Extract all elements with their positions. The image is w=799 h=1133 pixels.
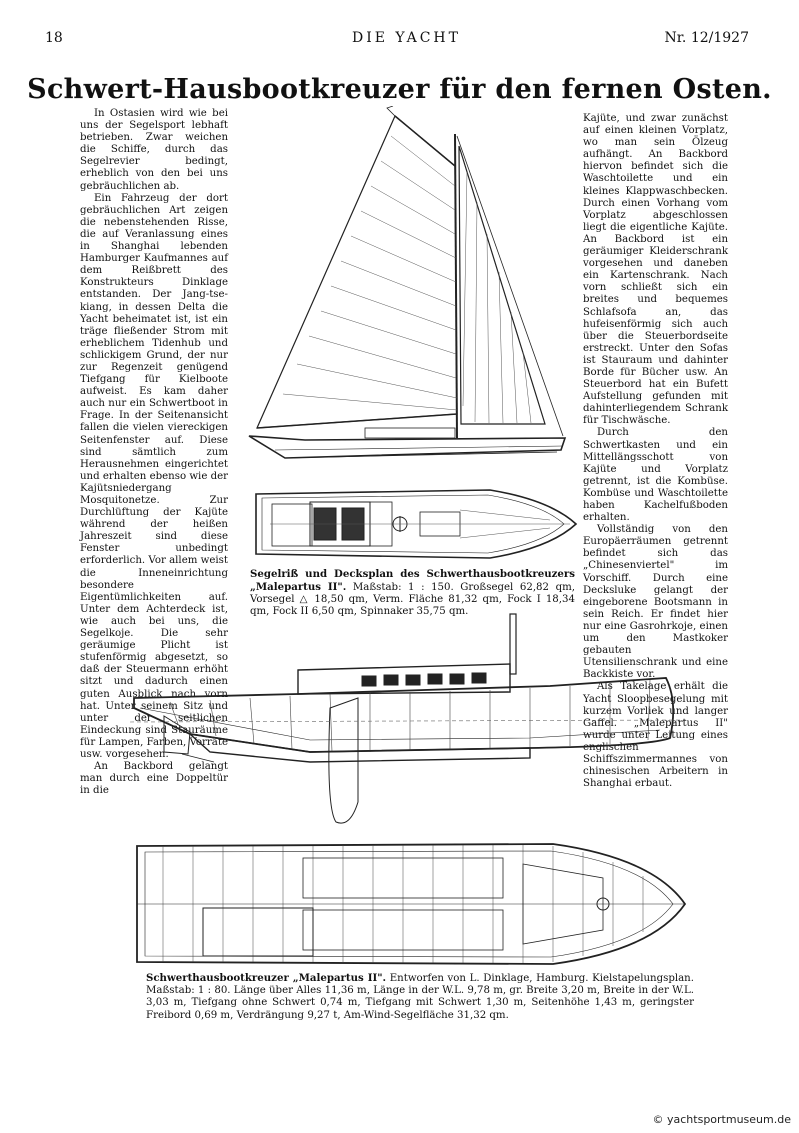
watermark: © yachtsportmuseum.de [652,1113,791,1126]
magazine-title: DIE YACHT [352,30,461,46]
hull-caption-bold: Schwerthausbootkreuzer „Malepartus II". [146,972,387,984]
page-number: 18 [45,30,63,46]
issue-number: Nr. 12/1927 [664,30,749,46]
sail-plan-caption-text: Maßstab: 1 : 150. Großsegel 62,82 qm, Vorsegel △ 18,50 qm, Verm. Fläche 81,32 qm, Fock I 18,34 qm, Fock II 6,50 qm, Spinnaker 35,75 qm. [250,582,575,617]
hull-caption [146,972,694,1022]
sail-plan-caption [250,568,575,618]
page-header [0,30,799,50]
hull-caption-text: Entworfen von L. Dinklage, Hamburg. Kielstapelungsplan. Maßstab: 1 : 80. Länge über Alles 11,36 m, Länge in der W.L. 9,78 m, gr. Breite 3,20 m, Breite in der W.L. 3,03 m, Tiefgang ohne Schwert 0,74 m, Tiefgang mit Schwert 1,30 m, Seitenhöhe 1,43 m, geringster Freibord 0,69 m, Verdrängung 9,27 t, Am-Wind-Segelfläche 31,32 qm. [146,973,694,1021]
sail-plan-caption-bold: Segelriß und Decksplan des Schwerthausbootkreuzers „Malepartus II". [250,568,575,593]
hull-profile-drawing [130,612,690,830]
deck-plan-drawing [250,480,580,568]
right-paragraph-2: Durch den Schwertkasten und ein Mittellängsschott von Kajüte und Vorplatz getrennt, ist die Kombüse. Kombüse und Waschtoilette haben Kachelfußboden erhalten. [583,427,728,524]
article-title: Schwert-Hausbootkreuzer für den fernen Osten. [27,74,772,105]
left-paragraph-3: An Backbord gelangt man durch eine Doppeltür in die [80,761,228,797]
left-paragraph-2: Ein Fahrzeug der dort gebräuchlichen Art zeigen die nebenstehenden Risse, die auf Veranlassung eines in Shanghai lebenden Hamburger Kaufmannes auf dem Reißbrett des Konstrukteurs Dinklage entstanden. Der Jang-tse-kiang, in dessen Delta die Yacht beheimatet ist, ist ein träge fließender Strom mit erheblichem Tidenhub und schlickigem Grund, der nur zur Regenzeit genügend Tiefgang für Kielboote aufweist. Es kam daher auch nur ein Schwertboot in Frage. In der Seitenansicht fallen die vielen viereckigen Seitenfenster auf. Diese sind sämtlich zum Herausnehmen eingerichtet und erhalten ebenso wie der Kajütsniedergang Mosquitonetze. Zur Durchlüftung der Kajüte während der heißen Jahreszeit sind diese Fenster unbedingt erforderlich. Vor allem weist die Inneneinrichtung besondere Eigentümlichkeiten auf. Unter dem Achterdeck ist, wie auch bei uns, die Segelkoje. Die sehr geräumige Plicht ist stufenförmig abgesetzt, so daß der Steuermann erhöht sitzt und dadurch einen guten Ausblick nach vorn hat. Unter seinem Sitz und unter der seitlichen Eindeckung sind Stauräume für Lampen, Farben, Vorräte usw. vorgesehen. [80,192,229,760]
right-paragraph-3: Vollständig von den Europäerräumen getrennt befindet sich das „Chinesenviertel" im Vorschiff. Durch eine Decksluke gelangt der eingeborene Bootsmann in sein Reich. Er findet hier nur eine Gasrohrkoje, einen um den Mastkoker gebauten Utensilienschrank und eine Backkiste vor. [583,524,728,681]
right-paragraph-4: Als Takelage erhält die Yacht Sloopbesegelung mit kurzem Vorliek und langer Gaffel. „Malepartus II" wurde unter Leitung eines englischen Schiffszimmermannes von chinesischen Arbeitern in Shanghai erbaut. [583,681,728,790]
hull-plan-drawing [133,838,689,973]
right-paragraph-1: Kajüte, und zwar zunächst auf einen kleinen Vorplatz, wo man sein Ölzeug aufhängt. An Backbord hiervon befindet sich die Waschtoilette und ein kleines Klappwaschbecken. Durch einen Vorhang vom Vorplatz abgeschlossen liegt die eigentliche Kajüte. An Backbord ist ein geräumiger Kleiderschrank vorgesehen und daneben ein Kartenschrank. Nach vorn schließt sich ein breites und bequemes Schlafsofa an, das hufeisenförmig sich auch über die Steuerbordseite erstreckt. Unter den Sofas ist Stauraum und dahinter Borde für Bücher usw. An Steuerbord hat ein Bufett Aufstellung gefunden mit dahinterliegendem Schrank für Tischwäsche. [583,113,728,427]
sail-plan-drawing [245,106,575,476]
left-paragraph-1: In Ostasien wird wie bei uns der Segelsport lebhaft betrieben. Zwar weichen die Schiffe, durch das Segelrevier bedingt, erheblich von den bei uns gebräuchlichen ab. [80,108,228,192]
